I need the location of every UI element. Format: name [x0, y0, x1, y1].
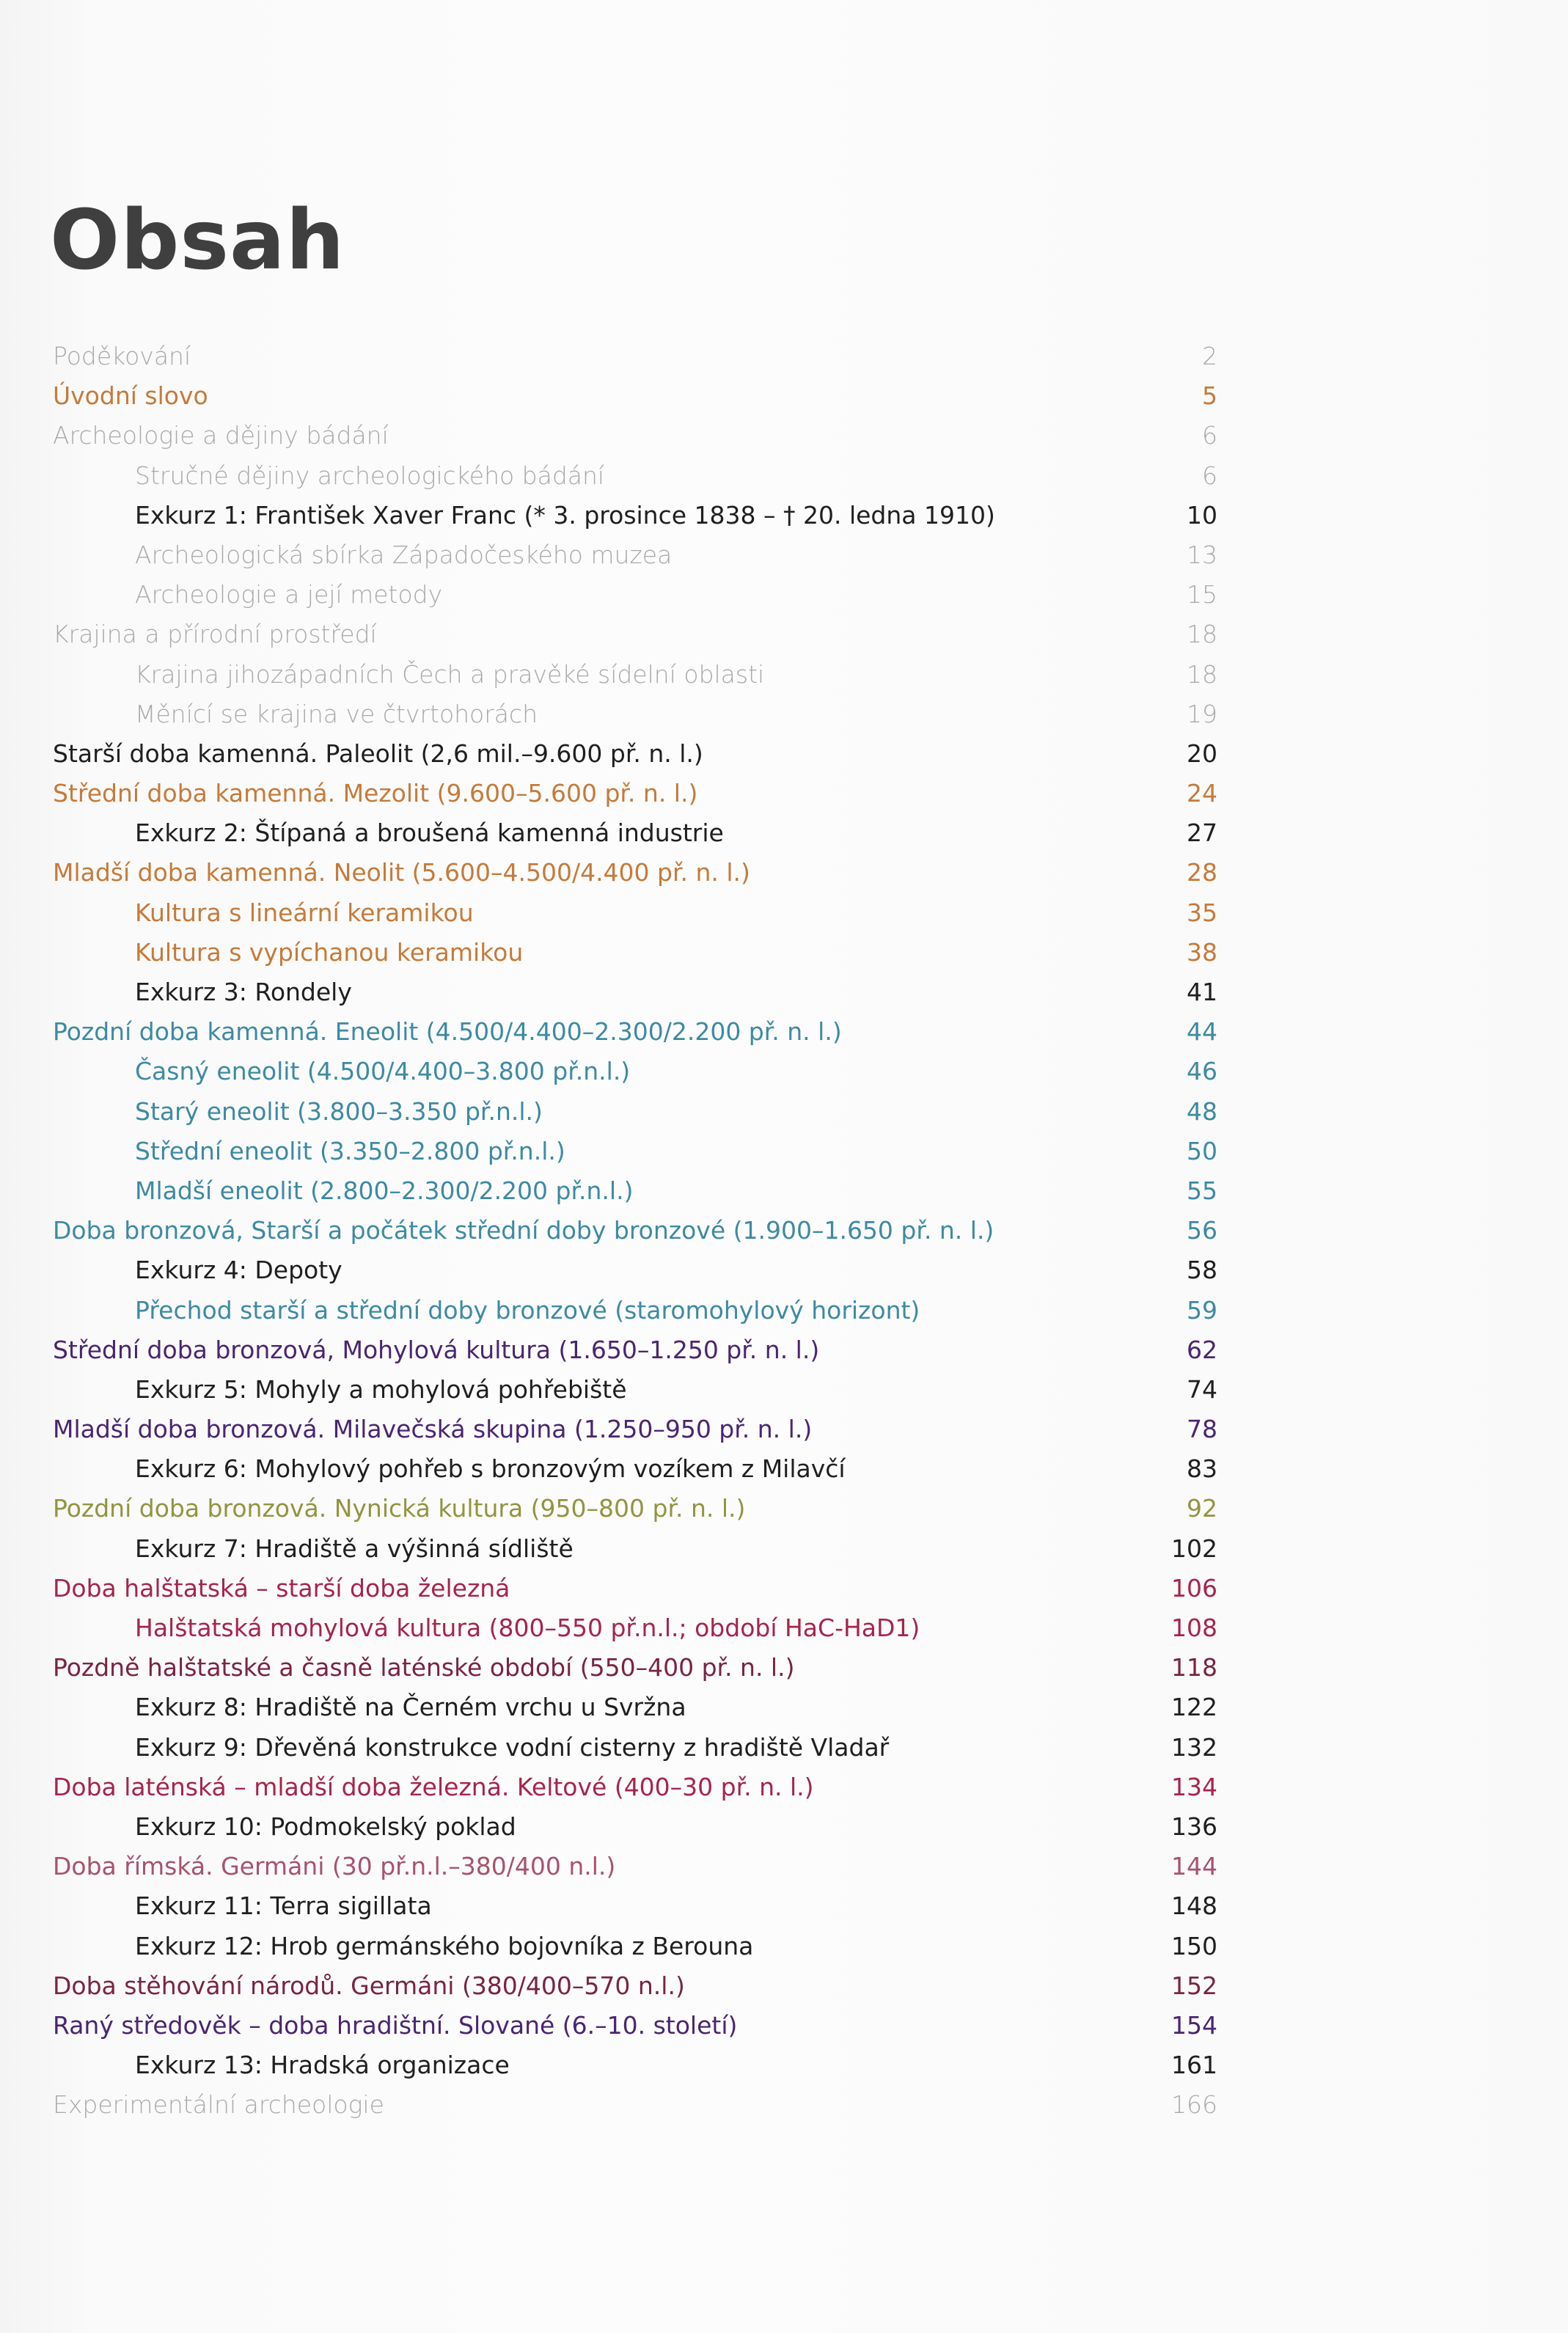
toc-entry[interactable]	[0, 535, 1568, 575]
toc-entry-page: 150	[1171, 1931, 1217, 1960]
toc-entry-page: 18	[1187, 620, 1217, 649]
toc-entry-title: Poděkování	[53, 342, 191, 370]
toc-entry-title: Střední doba kamenná. Mezolit (9.600–5.600 př. n. l.)	[53, 779, 698, 808]
toc-entry-page: 154	[1171, 2010, 1217, 2040]
toc-entry-title: Krajina a přírodní prostředí	[53, 620, 377, 649]
toc-entry-title: Mladší doba kamenná. Neolit (5.600–4.500/4.400 př. n. l.)	[53, 858, 750, 887]
toc-entry[interactable]	[0, 734, 1568, 774]
toc-entry-page: 13	[1187, 540, 1217, 569]
toc-entry-title: Stručné dějiny archeologického bádání	[135, 461, 605, 490]
toc-entry-title: Krajina jihozápadních Čech a pravěké sídelní oblasti	[135, 659, 765, 689]
toc-entry[interactable]	[0, 1449, 1568, 1489]
toc-entry-page: 10	[1187, 500, 1217, 530]
toc-entry[interactable]	[0, 1370, 1568, 1410]
toc-entry-page: 161	[1171, 2051, 1217, 2080]
toc-entry[interactable]	[0, 456, 1568, 496]
toc-entry-page: 48	[1187, 1096, 1217, 1126]
toc-entry-page: 102	[1171, 1534, 1217, 1563]
toc-entry-page: 6	[1202, 421, 1217, 450]
toc-entry-title: Pozdní doba kamenná. Eneolit (4.500/4.400–2.300/2.200 př. n. l.)	[53, 1017, 842, 1047]
toc-entry-title: Exkurz 12: Hrob germánského bojovníka z Berouna	[135, 1931, 754, 1960]
toc-entry-title: Exkurz 8: Hradiště na Černém vrchu u Svržna	[135, 1693, 686, 1722]
toc-entry-title: Archeologie a dějiny bádání	[53, 421, 389, 450]
toc-entry[interactable]	[0, 496, 1568, 535]
toc-entry-page: 27	[1187, 818, 1217, 848]
toc-entry-page: 35	[1187, 898, 1217, 927]
toc-entry-title: Exkurz 7: Hradiště a výšinná sídliště	[135, 1534, 574, 1563]
toc-entry[interactable]	[0, 1092, 1568, 1132]
toc-entry-title: Mladší doba bronzová. Milavečská skupina (1.250–950 př. n. l.)	[53, 1415, 813, 1444]
toc-entry[interactable]	[0, 1529, 1568, 1569]
toc-entry-page: 122	[1171, 1693, 1217, 1722]
toc-entry-page: 55	[1187, 1176, 1217, 1205]
toc-entry-title: Exkurz 5: Mohyly a mohylová pohřebiště	[135, 1374, 627, 1404]
toc-entry[interactable]	[0, 1966, 1568, 2006]
toc-entry-page: 106	[1171, 1573, 1217, 1603]
toc-entry[interactable]	[0, 1688, 1568, 1727]
toc-entry-title: Úvodní slovo	[53, 381, 208, 411]
toc-entry-title: Starší doba kamenná. Paleolit (2,6 mil.–9.600 př. n. l.)	[53, 739, 703, 768]
toc-entry-page: 144	[1171, 1852, 1217, 1881]
table-of-contents	[0, 337, 1568, 2125]
toc-entry-title: Exkurz 11: Terra sigillata	[135, 1891, 432, 1921]
toc-entry-title: Exkurz 2: Štípaná a broušená kamenná industrie	[135, 818, 724, 848]
toc-entry-page: 92	[1187, 1494, 1217, 1523]
toc-entry[interactable]	[0, 1171, 1568, 1211]
toc-entry-title: Exkurz 3: Rondely	[135, 978, 352, 1006]
toc-entry-page: 19	[1187, 699, 1217, 728]
toc-entry-page: 5	[1202, 381, 1217, 411]
toc-entry[interactable]	[0, 2006, 1568, 2046]
toc-entry-page: 134	[1171, 1772, 1217, 1801]
toc-entry-page: 28	[1187, 858, 1217, 887]
toc-entry-page: 24	[1187, 779, 1217, 808]
toc-entry-page: 2	[1202, 342, 1217, 370]
toc-entry[interactable]	[0, 1886, 1568, 1926]
toc-entry-title: Archeologická sbírka Západočeského muzea	[135, 540, 673, 569]
toc-entry-title: Starý eneolit (3.800–3.350 př.n.l.)	[135, 1096, 543, 1126]
toc-entry-title: Experimentální archeologie	[53, 2090, 384, 2120]
page-title: Obsah	[50, 193, 345, 288]
toc-entry[interactable]	[0, 774, 1568, 813]
toc-entry[interactable]	[0, 2085, 1568, 2125]
toc-entry-title: Mladší eneolit (2.800–2.300/2.200 př.n.l.)	[135, 1176, 634, 1205]
toc-entry-page: 78	[1187, 1415, 1217, 1444]
toc-entry[interactable]	[0, 376, 1568, 416]
toc-entry-page: 58	[1187, 1256, 1217, 1285]
toc-entry-page: 83	[1187, 1454, 1217, 1484]
toc-entry-title: Doba halštatská – starší doba železná	[53, 1573, 510, 1603]
toc-entry-title: Doba bronzová, Starší a počátek střední doby bronzové (1.900–1.650 př. n. l.)	[53, 1216, 994, 1245]
toc-entry[interactable]	[0, 1250, 1568, 1290]
toc-entry[interactable]	[0, 973, 1568, 1012]
toc-entry-title: Exkurz 9: Dřevěná konstrukce vodní cisterny z hradiště Vladař	[135, 1732, 890, 1762]
toc-entry[interactable]	[0, 813, 1568, 853]
toc-entry-page: 152	[1171, 1971, 1217, 2000]
toc-entry-page: 18	[1187, 659, 1217, 689]
toc-entry[interactable]	[0, 1927, 1568, 1966]
toc-entry[interactable]	[0, 575, 1568, 615]
toc-entry-page: 20	[1187, 739, 1217, 768]
toc-entry[interactable]	[0, 1728, 1568, 1768]
toc-entry-page: 166	[1171, 2090, 1217, 2120]
toc-entry[interactable]	[0, 1291, 1568, 1330]
toc-entry[interactable]	[0, 853, 1568, 893]
toc-entry[interactable]	[0, 1330, 1568, 1370]
toc-entry[interactable]	[0, 1847, 1568, 1886]
toc-entry-title: Exkurz 13: Hradská organizace	[135, 2051, 510, 2080]
toc-entry[interactable]	[0, 695, 1568, 734]
toc-entry-title: Střední eneolit (3.350–2.800 př.n.l.)	[135, 1136, 565, 1165]
toc-entry-page: 74	[1187, 1374, 1217, 1404]
toc-entry[interactable]	[0, 1807, 1568, 1847]
toc-entry-title: Střední doba bronzová, Mohylová kultura (1.650–1.250 př. n. l.)	[53, 1335, 820, 1364]
toc-entry[interactable]	[0, 1608, 1568, 1648]
toc-entry-page: 46	[1187, 1057, 1217, 1086]
toc-entry[interactable]	[0, 1648, 1568, 1688]
toc-entry-title: Doba stěhování národů. Germáni (380/400–570 n.l.)	[53, 1971, 685, 2000]
toc-entry-title: Exkurz 6: Mohylový pohřeb s bronzovým vozíkem z Milavčí	[135, 1454, 846, 1484]
toc-entry[interactable]	[0, 1211, 1568, 1250]
toc-entry-title: Kultura s vypíchanou keramikou	[135, 937, 524, 967]
toc-entry-page: 136	[1171, 1812, 1217, 1841]
toc-entry-page: 108	[1171, 1614, 1217, 1642]
toc-entry-page: 118	[1171, 1653, 1217, 1682]
toc-entry[interactable]	[0, 416, 1568, 455]
toc-entry-page: 15	[1187, 580, 1217, 609]
toc-entry[interactable]	[0, 1012, 1568, 1052]
toc-entry-title: Exkurz 1: František Xaver Franc (* 3. prosince 1838 – † 20. ledna 1910)	[135, 500, 995, 530]
toc-entry-title: Doba laténská – mladší doba železná. Keltové (400–30 př. n. l.)	[53, 1772, 814, 1801]
toc-entry-page: 132	[1171, 1732, 1217, 1762]
toc-entry-title: Měnící se krajina ve čtvrtohorách	[135, 699, 538, 728]
toc-entry-title: Časný eneolit (4.500/4.400–3.800 př.n.l.)	[135, 1057, 631, 1086]
toc-entry[interactable]	[0, 1132, 1568, 1171]
toc-entry[interactable]	[0, 893, 1568, 933]
toc-entry-title: Exkurz 10: Podmokelský poklad	[135, 1812, 516, 1841]
toc-entry-title: Pozdní doba bronzová. Nynická kultura (950–800 př. n. l.)	[53, 1494, 746, 1523]
toc-entry-page: 148	[1171, 1891, 1217, 1921]
toc-entry[interactable]	[0, 1489, 1568, 1528]
toc-entry-page: 38	[1187, 937, 1217, 967]
toc-entry[interactable]	[0, 1410, 1568, 1449]
toc-entry-title: Pozdně halštatské a časně laténské období (550–400 př. n. l.)	[53, 1653, 795, 1682]
toc-entry-title: Přechod starší a střední doby bronzové (staromohylový horizont)	[135, 1295, 920, 1325]
toc-entry[interactable]	[0, 933, 1568, 973]
toc-entry-page: 59	[1187, 1295, 1217, 1325]
toc-entry-title: Halštatská mohylová kultura (800–550 př.n.l.; období HaC-HaD1)	[135, 1614, 920, 1642]
toc-entry[interactable]	[0, 2046, 1568, 2085]
toc-entry[interactable]	[0, 655, 1568, 695]
toc-entry-page: 56	[1187, 1216, 1217, 1245]
toc-entry-title: Exkurz 4: Depoty	[135, 1256, 342, 1285]
toc-entry-title: Kultura s lineární keramikou	[135, 898, 474, 927]
toc-entry-page: 62	[1187, 1335, 1217, 1364]
toc-entry-page: 41	[1187, 978, 1217, 1006]
toc-entry-title: Raný středověk – doba hradištní. Slované (6.–10. století)	[53, 2010, 738, 2040]
toc-entry-title: Doba římská. Germáni (30 př.n.l.–380/400 n.l.)	[53, 1852, 616, 1881]
toc-entry-title: Archeologie a její metody	[135, 580, 443, 609]
toc-entry[interactable]	[0, 1768, 1568, 1807]
toc-entry-page: 44	[1187, 1017, 1217, 1047]
toc-entry[interactable]	[0, 1052, 1568, 1091]
toc-entry[interactable]	[0, 615, 1568, 654]
toc-entry-page: 6	[1202, 461, 1217, 490]
toc-entry-page: 50	[1187, 1136, 1217, 1165]
toc-entry[interactable]	[0, 337, 1568, 376]
toc-entry[interactable]	[0, 1569, 1568, 1608]
